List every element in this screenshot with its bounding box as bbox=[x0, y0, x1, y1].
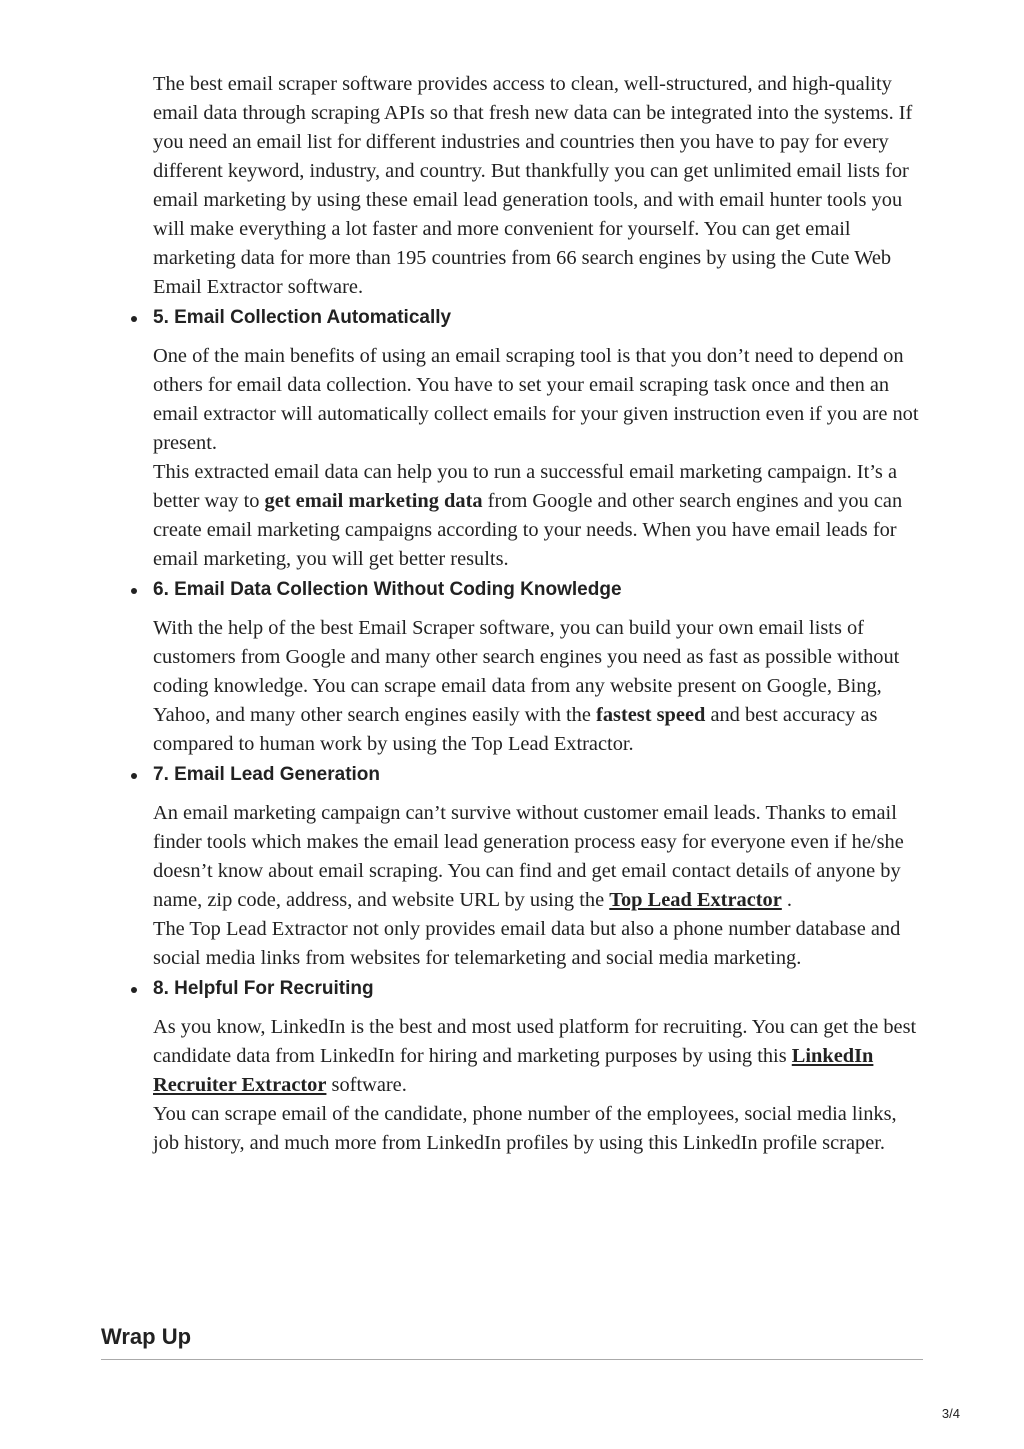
section-paragraph bbox=[153, 1013, 925, 1100]
section-heading-text: 7. Email Lead Generation bbox=[153, 764, 381, 785]
section-heading bbox=[153, 977, 925, 1001]
intro-paragraph: The best email scraper software provides access to clean, well-structured, and high-quality email data through scraping APIs so that fresh new data can be integrated into the systems. If you need an email list for different industries and countries then you have to pay for every different keyword, industry, and country. But thankfully you can get unlimited email lists for email marketing by using these email lead generation tools, and with email hunter tools you will make everything a lot faster and more convenient for yourself. You can get email marketing data for more than 195 countries from 66 search engines by using the Cute Web Email Extractor software. bbox=[153, 73, 913, 298]
bold-text: get email marketing data bbox=[264, 490, 483, 512]
bullet-icon bbox=[131, 987, 137, 993]
text-run: . bbox=[781, 889, 793, 911]
bold-text: fastest speed bbox=[596, 704, 706, 726]
list-item-no-coding bbox=[153, 578, 925, 759]
text-run: With the help of the best Email Scraper software, you can build your own email lists of customers from Google and many other search engines you need as fast as possible without coding knowledge. You can scrape email data from any website present on Google, Bing, Yahoo, and many other search engines easily with the bbox=[153, 617, 900, 726]
section-heading-text: 6. Email Data Collection Without Coding Knowledge bbox=[153, 579, 622, 600]
section-paragraph bbox=[153, 799, 925, 915]
section-paragraph: You can scrape email of the candidate, phone number of the employees, social media links, job history, and much more from LinkedIn profiles by using this LinkedIn profile scraper. bbox=[153, 1103, 897, 1154]
wrap-up-heading: Wrap Up bbox=[101, 1324, 192, 1349]
text-run: from Google and other search engines and you can create email marketing campaigns according to your needs. When you have email leads for email marketing, you will get better results. bbox=[153, 490, 903, 570]
bullet-icon bbox=[131, 773, 137, 779]
top-lead-extractor-link[interactable]: Top Lead Extractor bbox=[609, 889, 782, 911]
list-item-recruiting bbox=[153, 977, 925, 1158]
section-paragraph: One of the main benefits of using an email scraping tool is that you don’t need to depend on others for email data collection. You have to set your email scraping task once and then an email extractor will automatically collect emails for your given instruction even if you are not present. bbox=[153, 345, 919, 454]
heading-divider bbox=[101, 1359, 923, 1360]
section-paragraph bbox=[153, 614, 925, 759]
section-paragraph: The Top Lead Extractor not only provides email data but also a phone number database and social media links from websites for telemarketing and social media marketing. bbox=[153, 918, 901, 969]
bullet-icon bbox=[131, 588, 137, 594]
list-item-email-collection bbox=[153, 306, 925, 574]
section-heading-text: 5. Email Collection Automatically bbox=[153, 307, 452, 328]
article-body bbox=[153, 70, 925, 1162]
linkedin-recruiter-extractor-link[interactable]: LinkedIn Recruiter Extractor bbox=[153, 1045, 874, 1096]
text-run: As you know, LinkedIn is the best and most used platform for recruiting. You can get the best candidate data from LinkedIn for hiring and marketing purposes by using this bbox=[153, 1016, 917, 1067]
bullet-icon bbox=[131, 316, 137, 322]
text-run: This extracted email data can help you to run a successful email marketing campaign. It’s a better way to bbox=[153, 461, 897, 512]
section-heading bbox=[153, 306, 925, 330]
text-run: and best accuracy as compared to human work by using the Top Lead Extractor. bbox=[153, 704, 878, 755]
page-number: 3/4 bbox=[941, 1406, 960, 1421]
section-heading-text: 8. Helpful For Recruiting bbox=[153, 978, 374, 999]
list-item-lead-generation bbox=[153, 763, 925, 973]
section-heading bbox=[153, 763, 925, 787]
text-run: An email marketing campaign can’t survive without customer email leads. Thanks to email finder tools which makes the email lead generation process easy for everyone even if he/she doesn’t know about email scraping. You can find and get email contact details of anyone by name, zip code, address, and website URL by using the bbox=[153, 802, 904, 911]
text-run: software. bbox=[326, 1074, 407, 1096]
section-paragraph bbox=[153, 458, 925, 574]
section-heading bbox=[153, 578, 925, 602]
